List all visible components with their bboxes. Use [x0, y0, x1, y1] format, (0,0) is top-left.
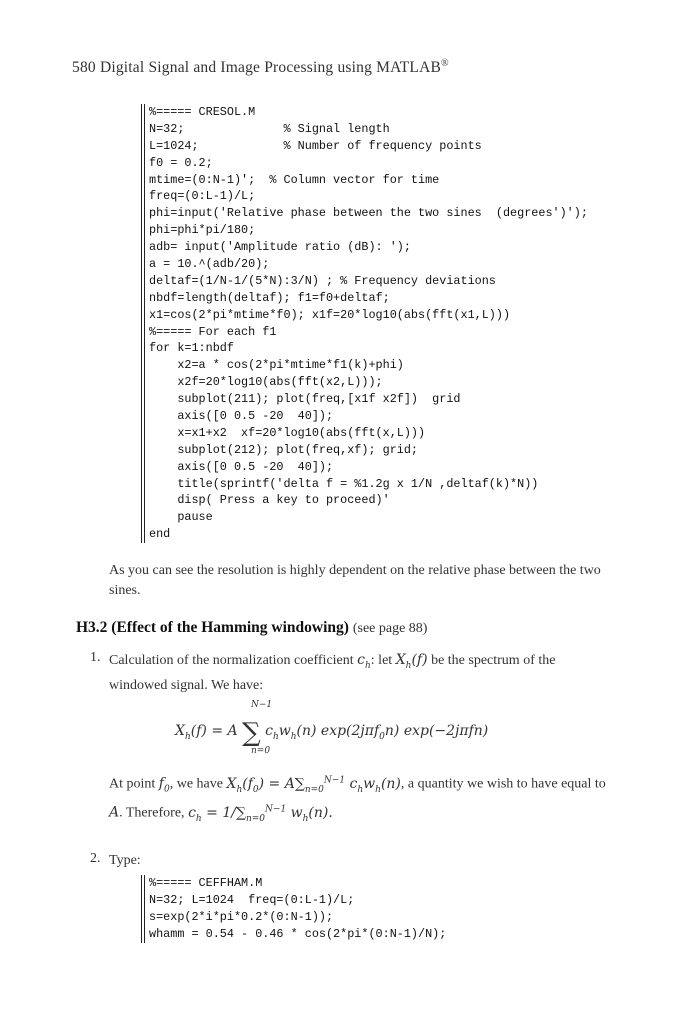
- code-line: title(sprintf('delta f = %1.2g x 1/N ,deltaf(k)*N)): [149, 476, 539, 491]
- code-line: L=1024; % Number of frequency points: [149, 138, 482, 153]
- paragraph-normalization: At point $f_0$, we have $X_h(f_0) = A\sum_{n=0}^{N-1}$ $c_hw_h(n)$, a quantity we wish to have equal to A. Therefore, $c_h = 1/\sum_{n=0}^{N-1}$ $w_h(n)$.: [109, 775, 606, 824]
- code-block-cresol: [141, 104, 588, 543]
- spectrum-equation: N−1 $X_h(f) = A$ ∑ $c_hw_h(n)$ exp(2jπf$_0$n) exp(−2jπfn) n=0: [175, 700, 489, 756]
- code-line: s=exp(2*i*pi*0.2*(0:N-1));: [149, 909, 334, 924]
- code-line: whamm = 0.54 - 0.46 * cos(2*pi*(0:N-1)/N);: [149, 926, 447, 941]
- code-line: x1=cos(2*pi*mtime*f0); x1f=20*log10(abs(fft(x1,L))): [149, 307, 511, 322]
- code-line: %===== CRESOL.M: [149, 105, 256, 119]
- code-line: axis([0 0.5 -20 40]);: [149, 409, 334, 424]
- code-line: a = 10.^(adb/20);: [149, 257, 270, 272]
- section-title: H3.2 (Effect of the Hamming windowing): [76, 619, 349, 636]
- list-item-2-text: Type:: [109, 853, 141, 868]
- section-page-ref: (see page 88): [352, 621, 428, 636]
- code-line: %===== For each f1: [149, 324, 277, 339]
- code-line: phi=input('Relative phase between the two sines (degrees')');: [149, 206, 588, 221]
- code-line: x2f=20*log10(abs(fft(x2,L)));: [149, 375, 383, 390]
- sum-upper-limit: N−1: [251, 700, 273, 710]
- list-number-2: 2.: [90, 851, 101, 866]
- section-heading: [76, 619, 427, 637]
- list-item-1-text: Calculation of the normalization coefficient $c_h$: let $X_h(f)$ be the spectrum of the windowed signal. We have:: [109, 652, 556, 693]
- code-line: N=32; % Signal length: [149, 121, 390, 136]
- code-line: for k=1:nbdf: [149, 341, 234, 356]
- code-line: disp( Press a key to proceed)': [149, 493, 390, 508]
- book-title: Digital Signal and Image Processing using MATLAB: [99, 59, 442, 77]
- page-header: [72, 58, 449, 77]
- code-line: deltaf=(1/N-1/(5*N):3/N) ; % Frequency deviations: [149, 273, 496, 288]
- code-line: mtime=(0:N-1)'; % Column vector for time: [149, 172, 440, 187]
- code-line: subplot(211); plot(freq,[x1f x2f]) grid: [149, 392, 461, 407]
- code-line: N=32; L=1024 freq=(0:L-1)/L;: [149, 892, 355, 907]
- summation-symbol: ∑: [242, 718, 261, 748]
- list-number-1: 1.: [90, 650, 101, 665]
- paragraph-resolution: As you can see the resolution is highly dependent on the relative phase between the two sines.: [109, 563, 601, 598]
- code-line: nbdf=length(deltaf); f1=f0+deltaf;: [149, 290, 390, 305]
- code-block-ceffham: [141, 875, 446, 943]
- code-line: x=x1+x2 xf=20*log10(abs(fft(x,L))): [149, 425, 426, 440]
- code-line: pause: [149, 510, 213, 525]
- code-line: end: [149, 527, 171, 542]
- code-line: axis([0 0.5 -20 40]);: [149, 459, 334, 474]
- registered-mark: ®: [441, 58, 449, 69]
- code-line: subplot(212); plot(freq,xf); grid;: [149, 442, 419, 457]
- code-line: x2=a * cos(2*pi*mtime*f1(k)+phi): [149, 358, 404, 373]
- code-line: f0 = 0.2;: [149, 155, 213, 170]
- code-line: freq=(0:L-1)/L;: [149, 189, 256, 204]
- page-number: 580: [72, 59, 96, 77]
- code-line: adb= input('Amplitude ratio (dB): ');: [149, 240, 411, 255]
- code-line: %===== CEFFHAM.M: [149, 876, 263, 890]
- code-line: phi=phi*pi/180;: [149, 223, 256, 238]
- sum-lower-limit: n=0: [251, 746, 271, 756]
